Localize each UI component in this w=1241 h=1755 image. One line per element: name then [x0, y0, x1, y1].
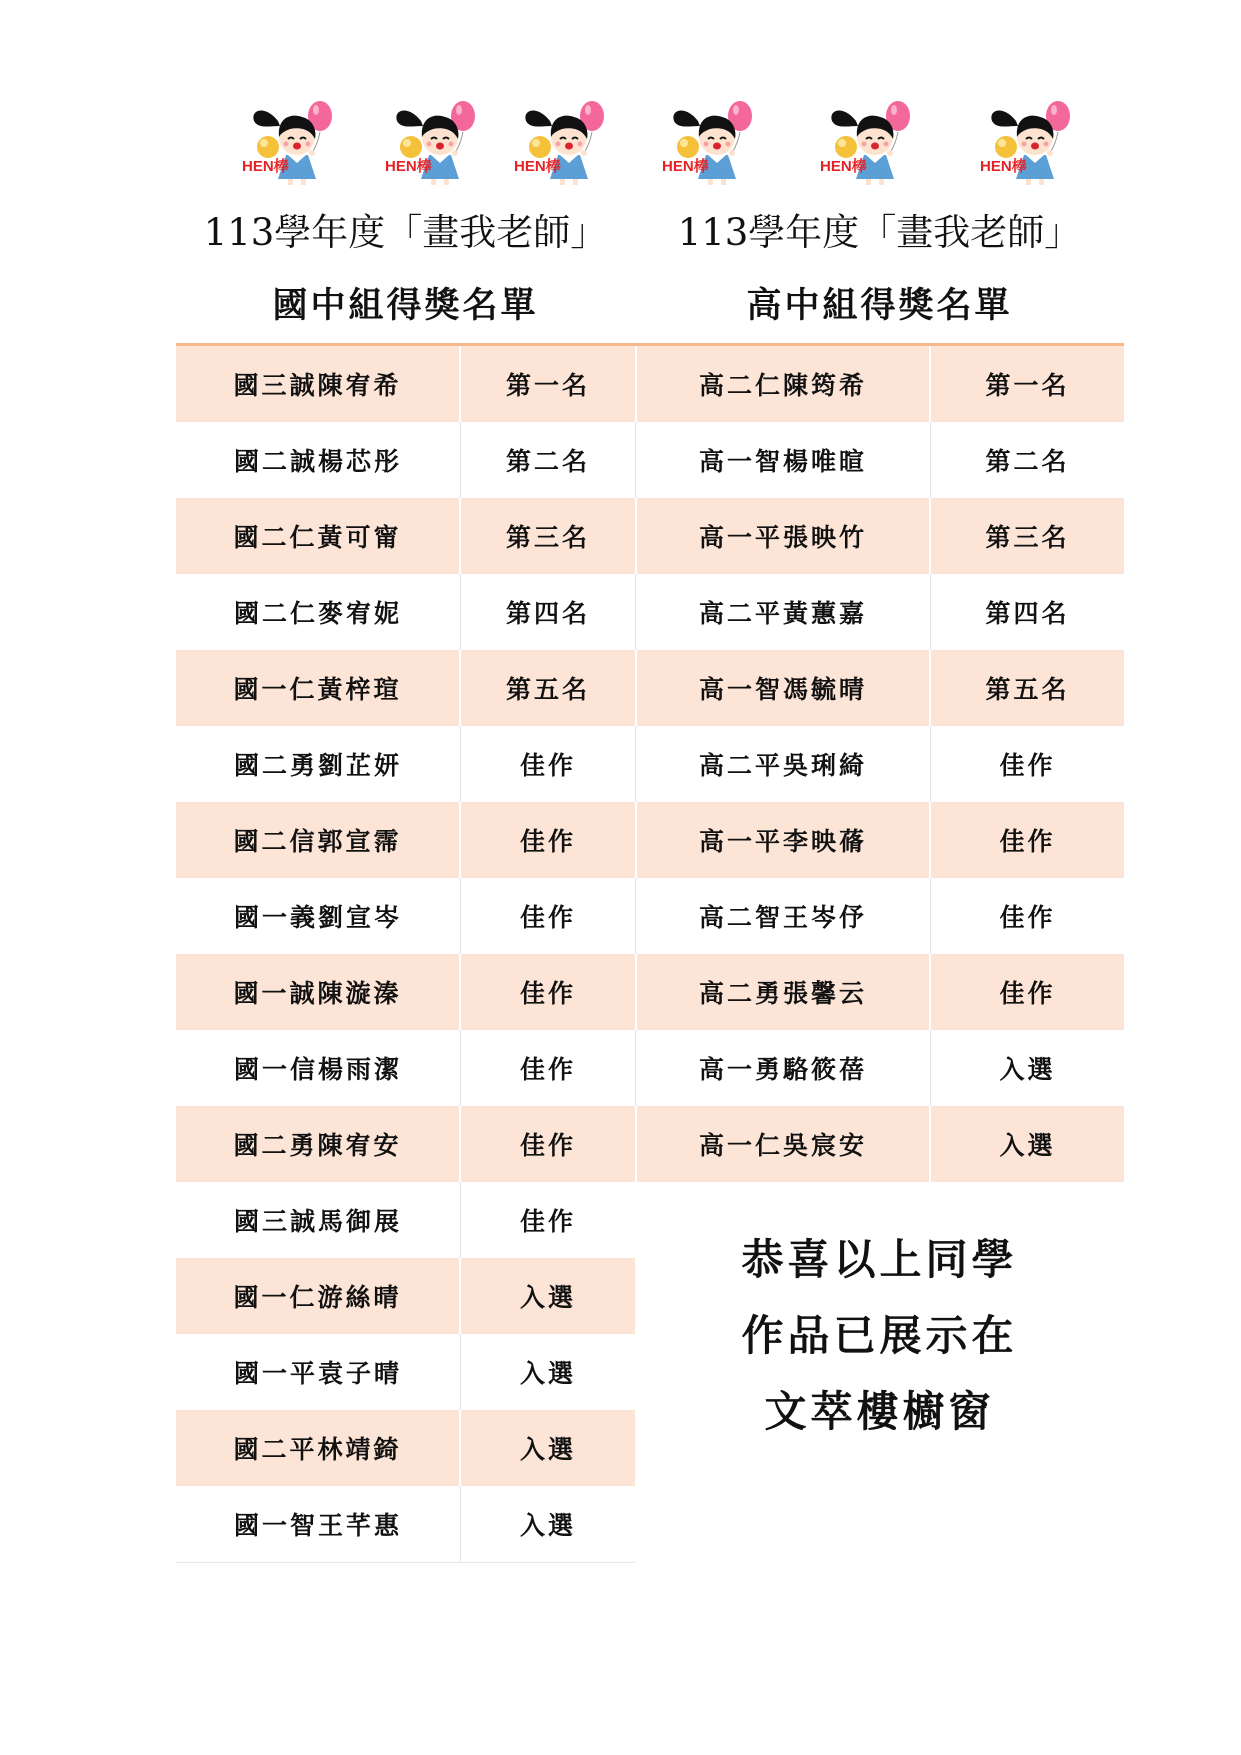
table-row [176, 650, 635, 726]
student-name: 國一仁黃梓瑄 [176, 650, 461, 726]
table-row [176, 878, 635, 954]
award-rank: 第一名 [985, 371, 1070, 400]
senior-high-subtitle: 高中組得獎名單 [746, 285, 1013, 326]
mascot-logo-text: HEN棒 [820, 158, 867, 175]
table-row [635, 1106, 1124, 1182]
student-name: 國二仁黃可甯 [176, 498, 461, 574]
student-name: 國一誠陳漩溱 [176, 954, 461, 1030]
award-rank: 佳作 [519, 751, 576, 780]
table-row [635, 954, 1124, 1030]
table-row [635, 650, 1124, 726]
mascot-icon [660, 95, 760, 187]
award-rank: 入選 [519, 1435, 576, 1464]
award-rank: 第五名 [505, 675, 590, 704]
award-rank: 佳作 [999, 979, 1056, 1008]
junior-high-title: 113學年度「畫我老師」 [203, 211, 608, 254]
student-name: 國二信郭宣霈 [176, 802, 461, 878]
student-name: 國一信楊雨潔 [176, 1030, 461, 1106]
award-rank: 入選 [519, 1283, 576, 1312]
student-name: 高一智馮毓晴 [635, 650, 931, 726]
congratulation-message [635, 1222, 1124, 1450]
table-row [635, 878, 1124, 954]
table-row [635, 498, 1124, 574]
girl-balloon-icon [240, 95, 340, 187]
mascot-icon [978, 95, 1078, 187]
award-rank: 第一名 [505, 371, 590, 400]
student-name: 國二勇陳宥安 [176, 1106, 461, 1182]
student-name: 國三誠馬御展 [176, 1182, 461, 1258]
mascot-logo-text: HEN棒 [980, 158, 1027, 175]
student-name: 高一平張映竹 [635, 498, 931, 574]
table-row [635, 422, 1124, 498]
award-rank: 佳作 [519, 979, 576, 1008]
award-rank: 入選 [999, 1131, 1056, 1160]
student-name: 國二仁麥宥妮 [176, 574, 461, 650]
mascot-icon [383, 95, 483, 187]
student-name: 國一義劉宣岑 [176, 878, 461, 954]
table-row [176, 1182, 635, 1258]
award-rank: 佳作 [519, 1207, 576, 1236]
table-row [176, 802, 635, 878]
table-row [176, 1106, 635, 1182]
table-row [176, 1030, 635, 1106]
table-row [176, 954, 635, 1030]
student-name: 國一平袁子晴 [176, 1334, 461, 1410]
mascot-logo-text: HEN棒 [514, 158, 561, 175]
student-name: 國一智王芊惠 [176, 1486, 461, 1562]
mascot-icon [512, 95, 612, 187]
student-name: 高二智王岑伃 [635, 878, 931, 954]
girl-balloon-icon [818, 95, 918, 187]
student-name: 高一平李映蓨 [635, 802, 931, 878]
award-rank: 佳作 [519, 827, 576, 856]
student-name: 高二仁陳筠希 [635, 346, 931, 422]
mascot-icon [240, 95, 340, 187]
table-row [635, 802, 1124, 878]
mascot-logo-text: HEN棒 [242, 158, 289, 175]
award-rank: 佳作 [999, 903, 1056, 932]
award-rank: 第五名 [985, 675, 1070, 704]
table-row [176, 726, 635, 802]
message-line: 文萃樓櫥窗 [764, 1387, 995, 1436]
award-rank: 第四名 [505, 599, 590, 628]
award-rank: 第四名 [985, 599, 1070, 628]
award-rank: 入選 [519, 1511, 576, 1540]
junior-high-subtitle: 國中組得獎名單 [272, 285, 539, 326]
table-row [176, 346, 635, 422]
table-row [176, 1334, 635, 1410]
student-name: 高二勇張馨云 [635, 954, 931, 1030]
message-line: 恭喜以上同學 [741, 1235, 1018, 1284]
award-rank: 入選 [999, 1055, 1056, 1084]
student-name: 高一智楊唯暄 [635, 422, 931, 498]
table-row [176, 574, 635, 650]
girl-balloon-icon [383, 95, 483, 187]
senior-high-title: 113學年度「畫我老師」 [677, 211, 1082, 254]
student-name: 高一仁吳宸安 [635, 1106, 931, 1182]
message-line: 作品已展示在 [741, 1311, 1018, 1360]
award-rank: 入選 [519, 1359, 576, 1388]
table-row [176, 1410, 635, 1486]
student-name: 高二平吳琍綺 [635, 726, 931, 802]
award-rank: 第二名 [505, 447, 590, 476]
mascot-icon [818, 95, 918, 187]
award-rank: 第三名 [505, 523, 590, 552]
table-row [635, 346, 1124, 422]
table-row [635, 1030, 1124, 1106]
student-name: 國一仁游絲晴 [176, 1258, 461, 1334]
mascot-logo-text: HEN棒 [662, 158, 709, 175]
table-row [635, 574, 1124, 650]
student-name: 國二平林靖錡 [176, 1410, 461, 1486]
award-rank: 第三名 [985, 523, 1070, 552]
senior-high-heading [635, 205, 1124, 334]
junior-high-heading [176, 205, 635, 334]
award-rank: 佳作 [519, 1055, 576, 1084]
award-rank: 佳作 [999, 827, 1056, 856]
mascot-logo-text: HEN棒 [385, 158, 432, 175]
girl-balloon-icon [660, 95, 760, 187]
table-row [176, 498, 635, 574]
student-name: 國二勇劉芷妍 [176, 726, 461, 802]
student-name: 高一勇駱筱蓓 [635, 1030, 931, 1106]
student-name: 高二平黃蕙嘉 [635, 574, 931, 650]
girl-balloon-icon [978, 95, 1078, 187]
table-row [176, 1486, 635, 1563]
award-rank: 佳作 [519, 1131, 576, 1160]
girl-balloon-icon [512, 95, 612, 187]
student-name: 國三誠陳宥希 [176, 346, 461, 422]
table-row [635, 726, 1124, 802]
table-row [176, 422, 635, 498]
award-rank: 佳作 [519, 903, 576, 932]
table-row [176, 1258, 635, 1334]
award-rank: 第二名 [985, 447, 1070, 476]
award-rank: 佳作 [999, 751, 1056, 780]
junior-high-table [176, 346, 635, 1563]
student-name: 國二誠楊芯彤 [176, 422, 461, 498]
senior-high-table [635, 346, 1124, 1182]
